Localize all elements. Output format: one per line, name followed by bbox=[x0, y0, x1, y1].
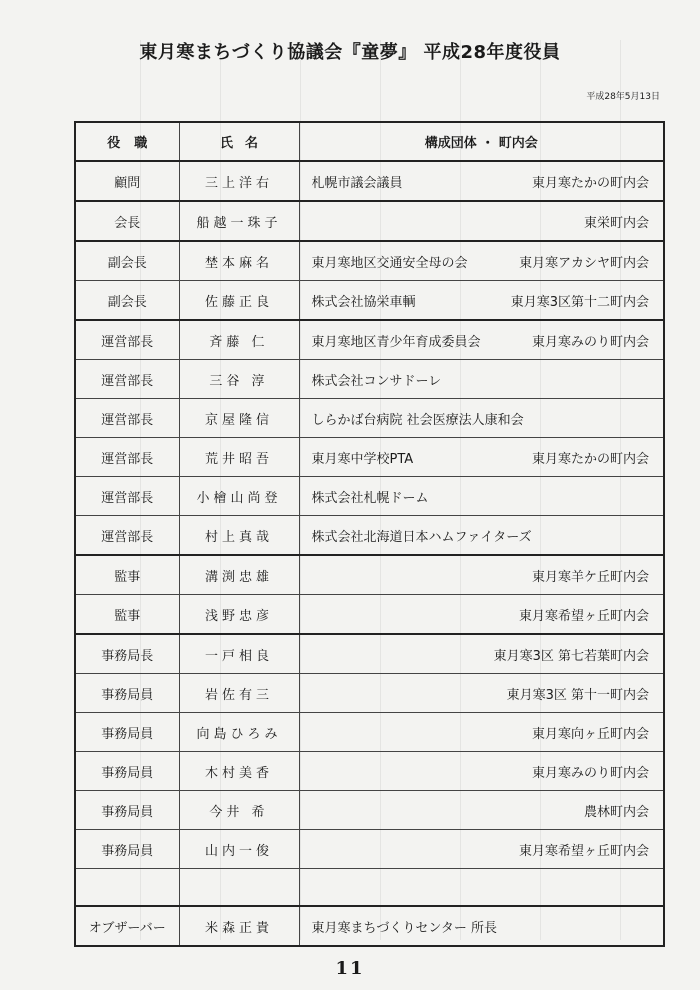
table-row bbox=[75, 555, 664, 595]
organization-cell bbox=[299, 360, 664, 399]
name-cell: 浅野忠彦 bbox=[179, 595, 299, 635]
role-cell: 運営部長 bbox=[75, 438, 179, 477]
name-cell: 溝渕忠雄 bbox=[179, 555, 299, 595]
role-cell: オブザーバー bbox=[75, 906, 179, 946]
organization-name: 株式会社札幌ドーム bbox=[311, 490, 429, 506]
role-cell: 事務局員 bbox=[75, 752, 179, 791]
neighborhood-association: 東月寒みのり町内会 bbox=[531, 765, 649, 781]
table-row bbox=[75, 674, 664, 713]
name-cell: 米森正貴 bbox=[179, 906, 299, 946]
empty-cell bbox=[179, 869, 299, 907]
organization-cell bbox=[299, 320, 664, 360]
neighborhood-association: 東月寒向ヶ丘町内会 bbox=[531, 726, 649, 742]
role-cell: 運営部長 bbox=[75, 360, 179, 399]
organization-name: 株式会社協栄車輌 bbox=[311, 294, 416, 310]
role-cell: 運営部長 bbox=[75, 399, 179, 438]
neighborhood-association: 東月寒3区 第十一町内会 bbox=[506, 687, 649, 703]
organization-name: 東月寒地区青少年育成委員会 bbox=[311, 334, 481, 350]
document-title: 東月寒まちづくり協議会『童夢』 平成28年度役員 bbox=[139, 42, 561, 63]
name-cell: 山内一俊 bbox=[179, 830, 299, 869]
name-cell: 小檜山尚登 bbox=[179, 477, 299, 516]
organization-cell bbox=[299, 555, 664, 595]
officers-table-body bbox=[75, 161, 664, 946]
neighborhood-association: 東栄町内会 bbox=[583, 215, 649, 231]
organization-cell bbox=[299, 713, 664, 752]
name-cell: 京屋隆信 bbox=[179, 399, 299, 438]
organization-name: しらかば台病院 社会医療法人康和会 bbox=[311, 412, 524, 428]
organization-cell bbox=[299, 791, 664, 830]
organization-name: 株式会社北海道日本ハムファイターズ bbox=[311, 529, 532, 545]
neighborhood-association: 東月寒3区第十二町内会 bbox=[510, 294, 649, 310]
name-cell: 今井 希 bbox=[179, 791, 299, 830]
table-row bbox=[75, 281, 664, 321]
organization-cell bbox=[299, 830, 664, 869]
organization-name: 東月寒まちづくりセンター 所長 bbox=[311, 920, 497, 936]
header-role: 役職 bbox=[75, 122, 179, 161]
name-cell: 向島ひろみ bbox=[179, 713, 299, 752]
header-org: 構成団体 ・ 町内会 bbox=[299, 122, 664, 161]
empty-cell bbox=[299, 869, 664, 907]
name-cell: 木村美香 bbox=[179, 752, 299, 791]
table-row bbox=[75, 634, 664, 674]
neighborhood-association: 東月寒アカシヤ町内会 bbox=[519, 255, 649, 271]
neighborhood-association: 東月寒たかの町内会 bbox=[531, 175, 649, 191]
page-number: 11 bbox=[335, 958, 365, 979]
organization-cell bbox=[299, 634, 664, 674]
table-row bbox=[75, 320, 664, 360]
organization-cell bbox=[299, 477, 664, 516]
table-header-row bbox=[75, 122, 664, 161]
table-row bbox=[75, 201, 664, 241]
table-row bbox=[75, 241, 664, 281]
table-row bbox=[75, 438, 664, 477]
role-cell: 事務局員 bbox=[75, 830, 179, 869]
name-cell: 斉藤 仁 bbox=[179, 320, 299, 360]
organization-cell bbox=[299, 516, 664, 556]
table-row bbox=[75, 477, 664, 516]
table-row bbox=[75, 360, 664, 399]
organization-cell bbox=[299, 281, 664, 321]
neighborhood-association: 東月寒希望ヶ丘町内会 bbox=[518, 608, 649, 624]
role-cell: 事務局員 bbox=[75, 791, 179, 830]
role-cell: 運営部長 bbox=[75, 477, 179, 516]
organization-cell bbox=[299, 595, 664, 635]
role-cell: 監事 bbox=[75, 595, 179, 635]
role-cell: 事務局長 bbox=[75, 634, 179, 674]
table-row bbox=[75, 516, 664, 556]
empty-cell bbox=[75, 869, 179, 907]
name-cell: 三谷 淳 bbox=[179, 360, 299, 399]
organization-cell bbox=[299, 161, 664, 201]
role-cell: 運営部長 bbox=[75, 516, 179, 556]
neighborhood-association: 東月寒羊ケ丘町内会 bbox=[531, 569, 649, 585]
empty-row bbox=[75, 869, 664, 907]
role-cell: 運営部長 bbox=[75, 320, 179, 360]
table-row bbox=[75, 791, 664, 830]
role-cell: 顧問 bbox=[75, 161, 179, 201]
role-cell: 副会長 bbox=[75, 281, 179, 321]
name-cell: 一戸相良 bbox=[179, 634, 299, 674]
organization-cell bbox=[299, 438, 664, 477]
role-cell: 事務局員 bbox=[75, 674, 179, 713]
neighborhood-association: 東月寒みのり町内会 bbox=[531, 334, 649, 350]
organization-cell bbox=[299, 674, 664, 713]
officers-table bbox=[74, 121, 665, 947]
neighborhood-association: 東月寒3区 第七若葉町内会 bbox=[493, 648, 649, 664]
organization-name: 札幌市議会議員 bbox=[311, 175, 403, 191]
table-row bbox=[75, 830, 664, 869]
table-row bbox=[75, 161, 664, 201]
organization-cell bbox=[299, 752, 664, 791]
table-row bbox=[75, 713, 664, 752]
organization-name: 東月寒中学校PTA bbox=[311, 451, 414, 467]
name-cell: 岩佐有三 bbox=[179, 674, 299, 713]
organization-cell bbox=[299, 241, 664, 281]
organization-cell bbox=[299, 201, 664, 241]
role-cell: 監事 bbox=[75, 555, 179, 595]
name-cell: 埜本麻名 bbox=[179, 241, 299, 281]
role-cell: 会長 bbox=[75, 201, 179, 241]
neighborhood-association: 東月寒たかの町内会 bbox=[531, 451, 649, 467]
table-row bbox=[75, 906, 664, 946]
neighborhood-association: 東月寒希望ヶ丘町内会 bbox=[518, 843, 649, 859]
table-row bbox=[75, 752, 664, 791]
name-cell: 村上真哉 bbox=[179, 516, 299, 556]
organization-name: 株式会社コンサドーレ bbox=[311, 373, 442, 389]
organization-cell bbox=[299, 906, 664, 946]
name-cell: 三上洋右 bbox=[179, 161, 299, 201]
table-row bbox=[75, 595, 664, 635]
role-cell: 副会長 bbox=[75, 241, 179, 281]
document-date: 平成28年5月13日 bbox=[586, 92, 660, 102]
organization-cell bbox=[299, 399, 664, 438]
organization-name: 東月寒地区交通安全母の会 bbox=[311, 255, 468, 271]
table-row bbox=[75, 399, 664, 438]
name-cell: 荒井昭吾 bbox=[179, 438, 299, 477]
name-cell: 佐藤正良 bbox=[179, 281, 299, 321]
neighborhood-association: 農林町内会 bbox=[583, 804, 649, 820]
name-cell: 船越一珠子 bbox=[179, 201, 299, 241]
role-cell: 事務局員 bbox=[75, 713, 179, 752]
header-name: 氏名 bbox=[179, 122, 299, 161]
